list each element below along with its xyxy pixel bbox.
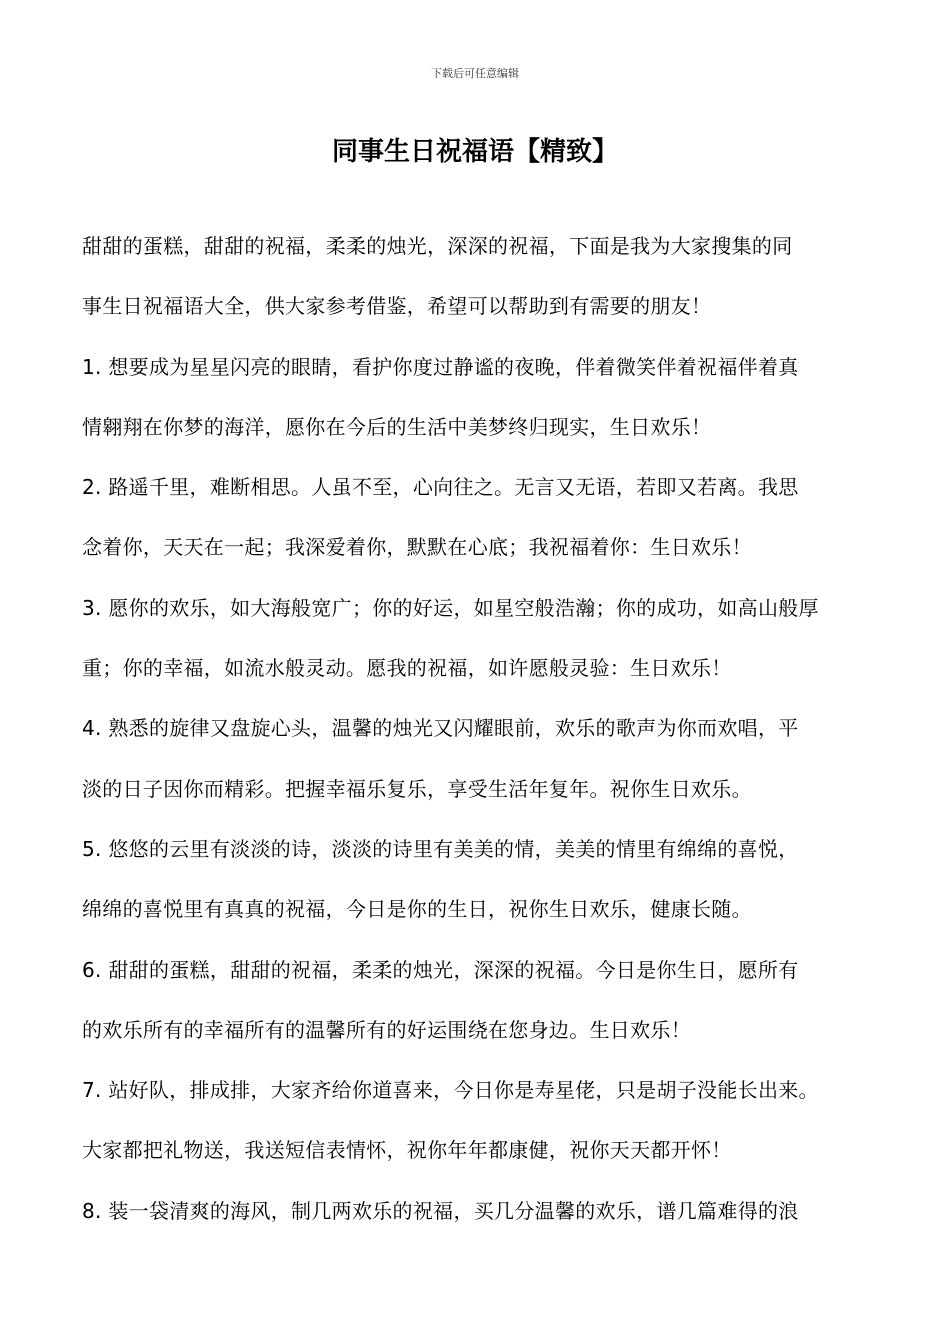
body-line: 重；你的幸福，如流水般灵动。愿我的祝福，如许愿般灵验：生日欢乐！ (82, 656, 732, 681)
body-line: 8. 装一袋清爽的海风，制几两欢乐的祝福，买几分温馨的欢乐，谱几篇难得的浪 (82, 1198, 799, 1223)
body-line: 4. 熟悉的旋律又盘旋心头，温馨的烛光又闪耀眼前，欢乐的歌声为你而欢唱，平 (82, 716, 799, 741)
body-line: 甜甜的蛋糕，甜甜的祝福，柔柔的烛光，深深的祝福，下面是我为大家搜集的同 (82, 234, 793, 258)
body-line: 绵绵的喜悦里有真真的祝福，今日是你的生日，祝你生日欢乐，健康长随。 (82, 897, 752, 922)
body-line: 大家都把礼物送，我送短信表情怀，祝你年年都康健，祝你天天都开怀！ (82, 1138, 732, 1163)
body-line: 2. 路遥千里，难断相思。人虽不至，心向往之。无言又无语，若即又若离。我思 (82, 475, 799, 500)
body-line: 5. 悠悠的云里有淡淡的诗，淡淡的诗里有美美的情，美美的情里有绵绵的喜悦， (82, 836, 799, 861)
document-body (82, 216, 882, 1241)
body-line: 事生日祝福语大全，供大家参考借鉴，希望可以帮助到有需要的朋友！ (82, 294, 712, 319)
body-line: 7. 站好队，排成排，大家齐给你道喜来，今日你是寿星佬，只是胡子没能长出来。 (82, 1078, 819, 1103)
body-line: 情翱翔在你梦的海洋，愿你在今后的生活中美梦终归现实，生日欢乐！ (82, 414, 712, 439)
body-line: 3. 愿你的欢乐，如大海般宽广；你的好运，如星空般浩瀚；你的成功，如高山般厚 (82, 595, 819, 620)
body-line: 的欢乐所有的幸福所有的温馨所有的好运围绕在您身边。生日欢乐！ (82, 1017, 691, 1042)
body-line: 6. 甜甜的蛋糕，甜甜的祝福，柔柔的烛光，深深的祝福。今日是你生日，愿所有 (82, 957, 799, 982)
body-line: 念着你，天天在一起；我深爱着你，默默在心底；我祝福着你：生日欢乐！ (82, 535, 752, 560)
body-line: 淡的日子因你而精彩。把握幸福乐复乐，享受生活年复年。祝你生日欢乐。 (82, 776, 752, 801)
header-note: 下载后可任意编辑 (431, 67, 519, 80)
body-line: 1. 想要成为星星闪亮的眼睛，看护你度过静谧的夜晚，伴着微笑伴着祝福伴着真 (82, 354, 799, 379)
document-title: 同事生日祝福语【精致】 (331, 137, 618, 167)
